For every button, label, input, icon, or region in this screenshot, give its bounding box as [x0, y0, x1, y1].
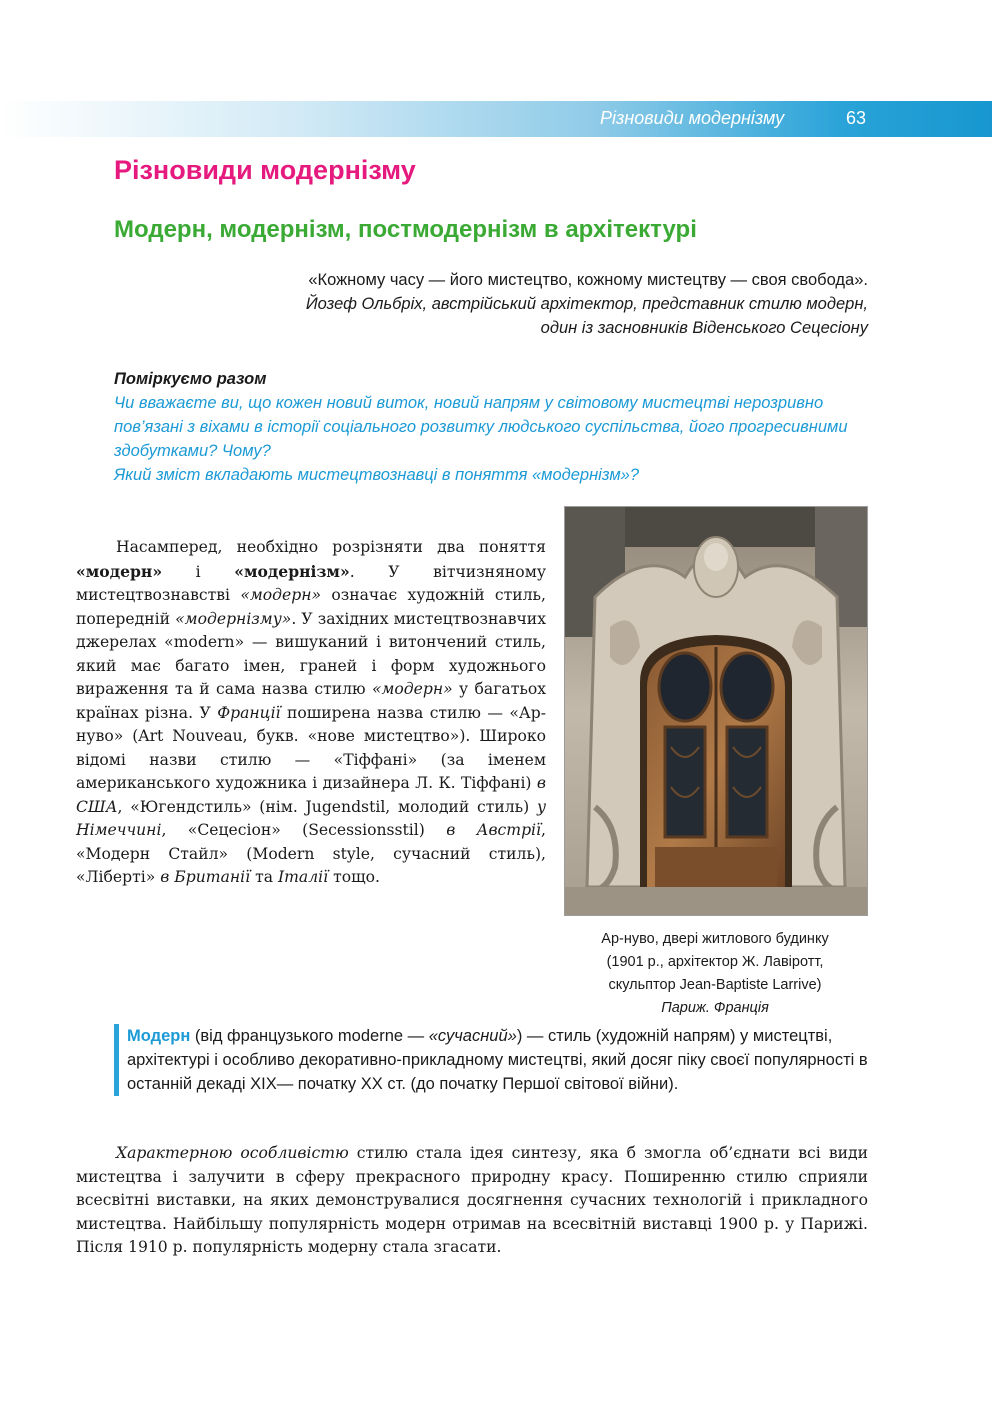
definition-italic: «сучасний»: [428, 1027, 517, 1045]
art-nouveau-door-photo: [564, 506, 868, 916]
text-run: , «Югендстиль» (нім. Jugendstil, молодий стиль): [117, 797, 537, 816]
closing-text: стилю стала ідея синтезу, яка б змогла об’єднати всі види мистецтва і залучити в сферу прекрасного природну красу. Поширенню стилю сприяли всесвітні виставки, на яких демонструвалися досягнення сучасних технологій і прикладного мистецтва. Найбільшу популярність модерн отримав на всесвітній виставці 1900 р. у Парижі. Після 1910 р. популярність модерну стала згасати.: [76, 1144, 868, 1256]
definition-text: (від французького moderne —: [190, 1027, 429, 1045]
term-modernism: «модернізм»: [234, 561, 350, 581]
term-modern-italic: «модерн»: [371, 680, 453, 698]
text-run: і: [162, 562, 235, 581]
term-modern: «модерн»: [76, 561, 163, 581]
think-together-box: [114, 367, 870, 487]
country-italy: Італії: [277, 868, 329, 886]
text-run: тощо.: [328, 868, 380, 886]
definition-term: Модерн: [127, 1027, 191, 1045]
text-run: . У західних мистецтвознавчих джерелах «modern» — вишуканий і витончений стиль, який має багато імен, граней і форм художнього вираження та й сама назва стилю: [76, 609, 546, 698]
caption-line-1: Ар-нуво, двері житлового будинку: [601, 931, 829, 947]
text-run: та: [250, 868, 278, 886]
page-title: Різновиди модернізму: [114, 155, 416, 185]
closing-lead: Характерною особливістю: [116, 1144, 349, 1162]
think-question-1-text: Чи вважаєте ви, що кожен новий виток, новий напрям у світовому мистецтві нерозривно пов’язані з віхами в історії соціального розвитку людського суспільства, його прогресивними здобутками? Чому?: [114, 394, 848, 460]
country-germany: у Німеччині: [76, 797, 546, 839]
text-run: . У вітчизняному мистецтвознавстві: [76, 562, 547, 604]
text-run: Насамперед, необхідно розрізняти два поняття: [116, 538, 546, 556]
photo-caption: [564, 928, 866, 1020]
section-title: Модерн, модернізм, постмодернізм в архітектурі: [114, 216, 697, 243]
closing-paragraph: [76, 1142, 868, 1260]
door-illustration: [565, 507, 867, 915]
text-run: у багатьох країнах різна. У: [76, 680, 546, 722]
text-run: , «Модерн Стайл» (Modern style, сучасний стиль), «Ліберті»: [76, 821, 546, 886]
term-modern-italic: «модерн»: [240, 586, 322, 604]
text-run: , «Сецесіон» (Secessionsstil): [161, 821, 447, 839]
text-run: поширена назва стилю — «Ар-нуво» (Art Nouveau, букв. «нове мистецтво»). Широко відомі назви стилю — «Тіффані» (за іменем американського художника і дизайнера Л. К. Тіффані): [76, 703, 546, 792]
term-modernism-italic: «модернізму»: [175, 609, 292, 628]
epigraph: [230, 268, 868, 340]
definition-box: [114, 1024, 879, 1096]
country-france: Франції: [217, 703, 281, 722]
running-title: Різновиди модернізму: [600, 108, 785, 128]
epigraph-author-line2: один із засновників Віденського Сецесіону: [540, 319, 868, 337]
country-usa: в США: [76, 774, 546, 816]
think-question-2: Який зміст вкладають мистецтвознавці в поняття «модернізм»?: [114, 466, 639, 484]
definition-text: ) — стиль (художній напрям) у мистецтві, архітектурі і особливо декоративно-прикладному мистецтві, який досяг піку своєї популярності в останній декаді XIX— початку XX ст. (до початку Першої світової війни).: [127, 1027, 868, 1093]
page-number: 63: [846, 108, 867, 128]
caption-line-3: скульптор Jean-Baptiste Larrive): [608, 977, 822, 993]
header-band: [0, 101, 992, 137]
main-paragraph: [76, 536, 546, 890]
caption-line-2: (1901 р., архітектор Ж. Лавіротт,: [606, 954, 824, 970]
epigraph-author-line1: Йозеф Ольбріх, австрійський архітектор, представник стилю модерн,: [305, 295, 868, 313]
think-title: Поміркуємо разом: [114, 370, 267, 388]
think-question-1: [114, 391, 870, 463]
text-run: означає художній стиль, попередній: [76, 586, 546, 628]
country-austria: в Австрії: [446, 821, 542, 839]
epigraph-quote: «Кожному часу — його мистецтво, кожному мистецтву — своя свобода».: [308, 271, 868, 289]
country-britain: в Британії: [160, 868, 251, 886]
caption-place: Париж. Франція: [661, 1000, 769, 1016]
